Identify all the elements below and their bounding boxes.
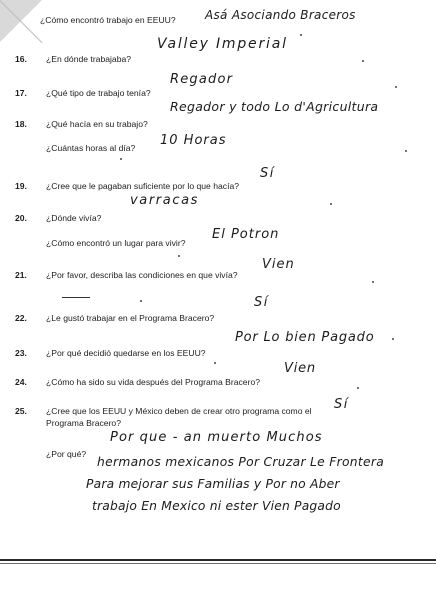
handwritten-answer: Por Lo bien Pagado <box>235 330 375 345</box>
handwritten-dash <box>62 297 90 298</box>
why-answer-line-2: hermanos mexicanos Por Cruzar Le Frontera <box>97 455 385 469</box>
why-answer-line-1: Por que - an muerto Muchos <box>110 430 323 445</box>
handwritten-answer: Valley Imperial <box>157 36 288 52</box>
question-number: 16. <box>15 54 27 64</box>
why-answer-line-4: trabajo En Mexico ni ester Vien Pagado <box>92 499 341 513</box>
handwritten-answer: Regador y todo Lo d'Agricultura <box>170 99 379 114</box>
scan-speck <box>330 203 332 205</box>
question-number: 25. <box>15 406 27 416</box>
handwritten-answer: Sí <box>260 166 275 181</box>
question-text: ¿Qué hacía en su trabajo? <box>46 119 148 129</box>
scan-speck <box>372 281 374 283</box>
handwritten-answer: Sí <box>334 397 349 412</box>
question-number: 24. <box>15 377 27 387</box>
handwritten-answer: Vien <box>262 257 295 272</box>
scan-speck <box>214 362 216 364</box>
scan-speck <box>140 300 142 302</box>
scan-speck <box>300 34 302 36</box>
scan-speck <box>405 150 407 152</box>
question-text: ¿Cuántas horas al día? <box>46 143 136 153</box>
handwritten-answer: Regador <box>170 72 234 87</box>
handwritten-answer: El Potron <box>212 227 280 242</box>
why-label: ¿Por qué? <box>46 449 87 459</box>
question-number: 23. <box>15 348 27 358</box>
question-number: 17. <box>15 88 27 98</box>
handwritten-answer: Sí <box>254 295 269 310</box>
question-text: ¿Le gustó trabajar en el Programa Bracero? <box>46 313 215 323</box>
question-number: 18. <box>15 119 27 129</box>
scan-edge-line <box>0 563 436 564</box>
scan-speck <box>395 86 397 88</box>
question-text: ¿Cree que le pagaban suficiente por lo que hacía? <box>46 181 240 191</box>
question-number: 21. <box>15 270 27 280</box>
scan-speck <box>120 158 122 160</box>
handwritten-answer: 10 Horas <box>160 133 227 148</box>
question-text: ¿Cree que los EEUU y México deben de crear otro programa como el <box>46 406 312 416</box>
scan-edge-line <box>0 559 436 561</box>
question-number: 22. <box>15 313 27 323</box>
question-text: ¿Por favor, describa las condiciones en que vivía? <box>46 270 238 280</box>
question-text: ¿Cómo encontró un lugar para vivir? <box>46 238 186 248</box>
question-text: ¿Dónde vivía? <box>46 213 102 223</box>
question-text: ¿En dónde trabajaba? <box>46 54 132 64</box>
question-number: 19. <box>15 181 27 191</box>
handwritten-answer: Asá Asociando Braceros <box>205 8 356 22</box>
question-text: ¿Cómo ha sido su vida después del Programa Bracero? <box>46 377 261 387</box>
scan-speck <box>178 255 180 257</box>
question-number: 20. <box>15 213 27 223</box>
scan-speck <box>362 60 364 62</box>
scan-speck <box>392 338 394 340</box>
why-answer-line-3: Para mejorar sus Familias y Por no Aber <box>86 477 340 491</box>
scan-speck <box>357 387 359 389</box>
question-text: ¿Cómo encontró trabajo en EEUU? <box>40 15 176 25</box>
question-text: ¿Qué tipo de trabajo tenía? <box>46 88 151 98</box>
handwritten-answer: Vien <box>284 361 316 376</box>
question-text-continued: Programa Bracero? <box>46 418 121 428</box>
question-text: ¿Por qué decidió quedarse en los EEUU? <box>46 348 206 358</box>
handwritten-answer: varracas <box>130 193 200 208</box>
